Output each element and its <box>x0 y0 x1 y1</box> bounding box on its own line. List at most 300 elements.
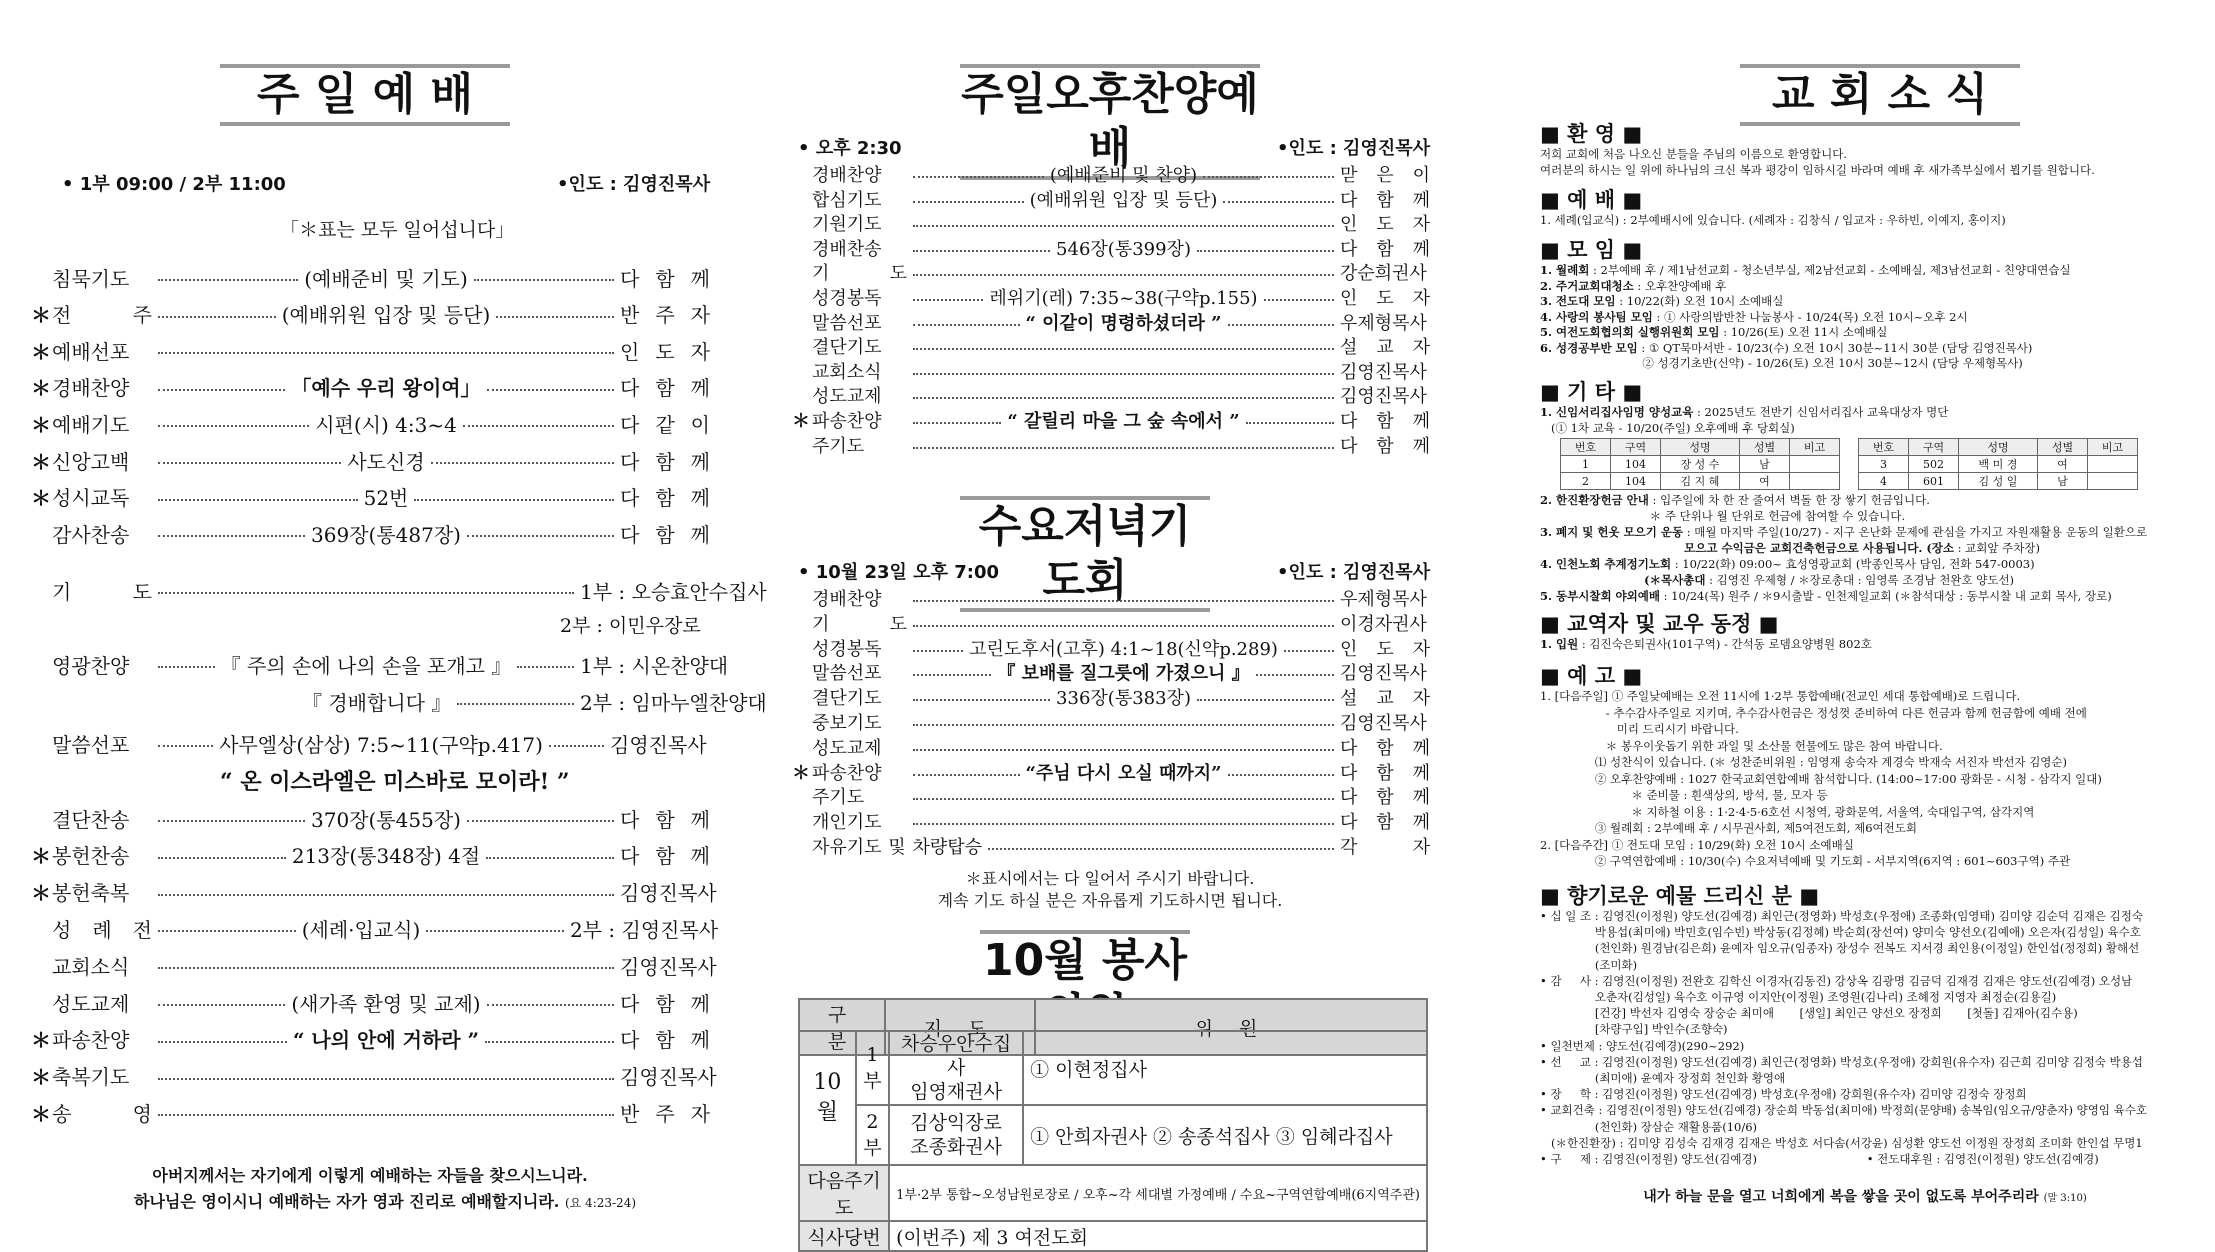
order-label: 주기도 <box>812 787 865 809</box>
order-middle: 『 주의 손에 나의 손을 포개고 』 <box>220 653 512 678</box>
wednesday-prayer-title: 수요저녁기도회 <box>960 496 1210 612</box>
leader-dots <box>463 425 614 427</box>
order-person: 다 함 께 <box>1340 812 1430 834</box>
leader-dots <box>913 724 1334 726</box>
leader-dots <box>158 499 358 501</box>
worship-time: • 1부 09:00 / 2부 11:00 <box>62 174 286 195</box>
leader-dots <box>158 279 298 281</box>
news-line: 1. 신임서리집사임명 양성교육 : 2025년도 전반기 신임서리집사 교육대상자 명단 <box>1540 405 1949 419</box>
news-line: ⑴ 성찬식이 있습니다. (＊ 성찬준비위원 : 임영재 송숙자 계경숙 박재숙 서진자 박선자 김영순) <box>1540 755 2068 769</box>
order-middle: 고린도후서(고후) 4:1~18(신약p.289) <box>969 638 1278 660</box>
order-middle: 369장(통487장) <box>311 522 461 547</box>
order-person: 다 같 이 <box>620 412 710 437</box>
order-item <box>790 162 1430 186</box>
leader-dots <box>158 1114 614 1116</box>
leader-dots <box>1264 299 1334 301</box>
news-line: (＊한진환장) : 김미양 김성숙 김재경 김재은 박성호 서다솜(서강윤) 심성환 양도선 이정원 장정희 조미화 한인섭 무명1 <box>1540 1135 2143 1150</box>
stand-mark: ＊ <box>31 486 51 511</box>
order-item <box>790 260 1430 284</box>
news-line: 2. [다음주간] ① 전도대 모임 : 10/29(화) 오전 10시 소예배실 <box>1540 837 1854 852</box>
leader-dots <box>913 274 1334 276</box>
news-line: • 감 사 : 김영진(이정원) 전완호 김학신 이경자(김동진) 강상옥 김광명 김금덕 김재경 김재은 양도선(김예경) 오성남 <box>1540 973 2133 988</box>
part-cell: 2부 <box>856 1105 889 1165</box>
mini-header: 번호 <box>1859 439 1909 456</box>
closing-text: 내가 하늘 문을 열고 너희에게 복을 쌓을 곳이 없도록 부어주리라 <box>1643 1189 2039 1205</box>
leader-dots <box>158 389 285 391</box>
leader-dots <box>457 703 574 705</box>
news-line: 오춘자(김성일) 육수호 이규영 이지안(이정원) 조영원(김나리) 조혜정 지영자 최정순(김용길) <box>1540 990 2057 1004</box>
order-label: 경배찬양 <box>812 589 882 610</box>
order-person: 다 함 께 <box>620 991 710 1016</box>
order-middle: “ 이같이 명령하셨더라 ” <box>1025 312 1222 334</box>
order-item <box>30 445 710 475</box>
mini-cell: 여 <box>1740 473 1790 490</box>
order-item <box>30 913 719 943</box>
news-line: 4. 인천노회 추계정기노회 : 10/22(화) 09:00~ 효성영광교회 (박종인목사 담임, 전화 547-0003) <box>1540 557 2035 571</box>
volunteers-body <box>798 1030 1428 1249</box>
order-person: 다 함 께 <box>1340 238 1431 260</box>
volunteers-rows <box>798 1030 1428 1252</box>
leader-dots <box>1284 650 1334 652</box>
order-label: 주기도 <box>812 435 865 457</box>
mini-cell <box>2087 456 2137 473</box>
news-line: 미리 드리시기 바랍니다. <box>1540 722 1739 736</box>
leader-dots <box>158 592 574 594</box>
leader-dots <box>467 820 614 822</box>
volunteers-title: 10월 봉사 <box>980 930 1190 1046</box>
afternoon-worship-title: 주일오후찬양예배 <box>960 64 1260 180</box>
order-item <box>790 408 1430 432</box>
leader-dots <box>158 352 614 354</box>
leader-dots <box>158 1041 287 1043</box>
order-person: 다 함 께 <box>1340 189 1431 211</box>
order-item <box>790 660 1430 684</box>
order-person: 김영진목사 <box>610 732 707 757</box>
leader-dots <box>158 1078 614 1080</box>
news-line: 5. 동부시찰회 야외예배 : 10/24(목) 원주 / ＊9시출발 - 인천제일교회 (＊참석대상 : 동부시찰 내 교회 목사, 장로) <box>1540 589 2112 603</box>
order-middle: 『 보배를 질그릇에 가졌으니 』 <box>997 663 1250 685</box>
stand-note-2: ＊표시에서는 다 일어서 주시기 바랍니다. <box>965 869 1255 888</box>
order-label: 성경봉독 <box>812 638 882 660</box>
leader-dots <box>486 857 614 859</box>
order-person: 김영진목사 <box>620 881 717 906</box>
order-person: 다 함 께 <box>620 522 711 547</box>
news-line: 저희 교회에 처음 나오신 분들을 주님의 이름으로 환영합니다. <box>1540 147 1847 161</box>
order-item <box>790 685 1430 709</box>
order-person: 다 함 께 <box>1340 435 1430 457</box>
order-label: 성시교독 <box>52 486 130 511</box>
order-middle: 『 경배합니다 』 <box>302 690 452 715</box>
offering-heading: ■ 향기로운 예물 드리신 분 ■ <box>1540 884 1820 908</box>
leader-dots <box>426 930 564 932</box>
news-line: (천인화) 장삼순 재활용품(10/6) <box>1540 1119 1758 1134</box>
order-item <box>790 285 1430 309</box>
news-line: 3. 폐지 및 헌옷 모으기 운동 : 매월 마지막 주일(10/27) - 지구 온난화 문제에 관심을 가지고 자원재활용 운동의 일환으로 <box>1540 525 2148 539</box>
leader-dots <box>1228 324 1335 326</box>
stand-mark: ＊ <box>31 1101 51 1126</box>
order-item-prayer <box>30 575 767 605</box>
stand-note: 「＊표는 모두 일어섭니다」 <box>280 219 515 241</box>
order-item <box>790 236 1430 260</box>
order-item <box>790 586 1430 610</box>
leader-dots <box>474 279 614 281</box>
order-item <box>790 187 1430 211</box>
order-middle: 레위기(레) 7:35~38(구약p.155) <box>989 288 1258 309</box>
mini-header: 성명 <box>1958 439 2037 456</box>
order-label: 신앙고백 <box>52 449 130 474</box>
news-line: 1. [다음주일] ① 주일낮예배는 오전 11시에 1·2부 통합예배(전교인 세대 통합예배)로 드립니다. <box>1540 689 2021 703</box>
order-label: 성 례 전 <box>52 917 152 942</box>
sunday-worship-column <box>30 0 767 1240</box>
leader-dots <box>1246 422 1334 424</box>
order-item-sermon <box>30 728 710 758</box>
leader-dots <box>913 225 1334 227</box>
order-label: 기 도 <box>812 263 907 285</box>
order-label: 봉헌찬송 <box>52 844 130 869</box>
news-line: ＊ 봉우이웃돕기 위한 과일 및 소산물 헌물에도 많은 참여 바랍니다. <box>1540 738 1943 753</box>
mini-cell: 김 성 일 <box>1958 473 2037 490</box>
order-middle: (예배준비 및 기도) <box>304 266 468 291</box>
mini-cell <box>1789 473 1839 490</box>
verse-line-2 <box>60 1189 710 1212</box>
order-item <box>790 784 1430 808</box>
order-middle: 사도신경 <box>347 449 425 474</box>
leader-dots <box>158 930 296 932</box>
mini-header: 비고 <box>2087 439 2137 456</box>
wednesday-leader: •인도 : 김영진목사 <box>1277 562 1430 583</box>
mini-cell: 김 지 혜 <box>1660 473 1739 490</box>
order-label: 축복기도 <box>52 1065 130 1090</box>
leader-dots <box>913 348 1334 350</box>
news-line: - 추수감사주일로 지키며, 추수감사헌금은 정성껏 준비하여 다른 헌금과 함께 헌금함에 예배 전에 <box>1540 705 2087 720</box>
order-person: 다 함 께 <box>620 376 711 401</box>
church-news-title: 교 회 소 식 <box>1740 64 2020 126</box>
order-item <box>30 1024 710 1054</box>
col-header: 구 분 <box>799 999 885 1055</box>
verse-text: 하나님은 영이시니 예배하는 자가 영과 진리로 예배할지니라. <box>133 1192 560 1211</box>
order-label: 경배찬송 <box>812 238 882 260</box>
order-label: 합심기도 <box>812 189 882 211</box>
leader-dots <box>158 535 305 537</box>
order-label: 기원기도 <box>812 214 882 236</box>
order-item <box>790 383 1430 407</box>
order-middle: (예배준비 및 찬양) <box>1049 165 1198 186</box>
news-line: ＊ 지하철 이용 : 1·2·4·5·6호선 시청역, 광화문역, 서울역, 숙대입구역, 삼각지역 <box>1540 804 2035 819</box>
news-line: (천인화) 원경남(김은희) 윤예자 임오규(임종자) 장성수 전복도 지서경 최인용(이정일) 한인섭(정정희) 황해선 <box>1540 941 2140 956</box>
leader-dots <box>1256 674 1334 676</box>
order-person: 다 함 께 <box>620 1028 711 1053</box>
stand-mark: ＊ <box>792 762 810 784</box>
order-middle: 546장(통399장) <box>1056 238 1191 260</box>
col-header: 지 도 <box>885 999 1035 1055</box>
members-cell: ① 이현정집사 <box>1023 1031 1427 1105</box>
mini-cell: 3 <box>1859 456 1909 473</box>
order-item <box>30 840 710 870</box>
order-person: 2부 : 김영진목사 <box>570 917 719 942</box>
leader-dots <box>913 250 1050 252</box>
order-item <box>790 211 1430 235</box>
part-cell: 1부 <box>856 1031 889 1105</box>
leader-dots <box>431 462 614 464</box>
order-label: 송 영 <box>52 1101 152 1126</box>
worship-leader: •인도 : 김영진목사 <box>557 174 710 195</box>
order-item <box>790 834 1430 858</box>
order-item <box>30 262 710 292</box>
order-item <box>30 877 717 907</box>
order-middle: 「예수 우리 왕이여」 <box>291 376 481 401</box>
closing-verse <box>1540 1186 2190 1206</box>
leader-dots <box>1197 250 1334 252</box>
news-line: ③ 월례회 : 2부예배 후 / 시무권사회, 제5여전도회, 제6여전도회 <box>1540 821 1917 835</box>
order-middle: 213장(통348장) 4절 <box>291 844 481 869</box>
sunday-worship-title: 주 일 예 배 <box>220 64 510 126</box>
mini-cell: 4 <box>1859 473 1909 490</box>
leader-dots <box>158 967 614 969</box>
news-line: (＊목사총대 : 김영진 우제형 / ＊장로총대 : 임영록 조경남 천완호 양도선) <box>1540 573 2015 587</box>
leader-dots <box>158 425 309 427</box>
news-line: 3. 전도대 모임 : 10/22(화) 오전 10시 소예배실 <box>1540 294 1784 308</box>
order-item <box>790 359 1430 383</box>
stand-mark: ＊ <box>792 411 810 432</box>
leader-dots <box>158 666 215 668</box>
order-item <box>790 433 1430 457</box>
order-item <box>790 809 1430 833</box>
mini-cell: 백 미 경 <box>1958 456 2037 473</box>
order-person: 인 도 자 <box>620 339 710 364</box>
leader-dots <box>158 462 341 464</box>
order-label: 파송찬양 <box>812 411 882 432</box>
leader-dots <box>487 389 614 391</box>
order-person: 강순희권사 <box>1340 263 1427 285</box>
order-label: 예배선포 <box>52 339 130 364</box>
leader-dots <box>414 499 614 501</box>
lead-cell <box>889 1105 1023 1165</box>
news-line: ② 성경기초반(신약) - 10/26(토) 오전 10시 30분~12시 (담당 우제형목사) <box>1540 356 2023 370</box>
order-person: 김영진목사 <box>620 1065 717 1090</box>
order-label: 교회소식 <box>812 361 882 383</box>
leader-dots <box>913 447 1334 449</box>
mini-header: 번호 <box>1561 439 1611 456</box>
order-middle: 336장(통383장) <box>1056 688 1191 710</box>
mini-cell: 2 <box>1561 473 1611 490</box>
order-person: 김영진목사 <box>1340 361 1427 383</box>
order-item <box>790 735 1430 759</box>
staff-news-heading: ■ 교역자 및 교우 동정 ■ <box>1540 612 1779 636</box>
order-item <box>30 987 710 1017</box>
leader-dots <box>913 422 1001 424</box>
leader-dots <box>158 745 213 747</box>
order-middle: “주님 다시 오실 때까지” <box>1025 762 1222 784</box>
prayer-note: 계속 기도 하실 분은 자유롭게 기도하시면 됩니다. <box>937 891 1283 910</box>
mini-cell <box>1789 456 1839 473</box>
worship-heading: ■ 예 배 ■ <box>1540 188 1643 212</box>
news-line: • 구 제 : 김영진(이정원) 양도선(김예경) • 전도대후원 : 김영진(이정원) 양도선(김예경) <box>1540 1152 2099 1166</box>
order-label: 말씀선포 <box>812 663 882 685</box>
prayer-2nd: 2부 : 이민우장로 <box>560 615 701 637</box>
leader-dots <box>158 894 614 896</box>
order-person: 인 도 자 <box>1340 638 1431 660</box>
order-item <box>30 372 710 402</box>
lead-cell <box>889 1031 1023 1105</box>
mini-header: 구역 <box>1610 439 1660 456</box>
order-item <box>30 335 710 365</box>
next-prayer-label: 다음주기도 <box>799 1165 889 1221</box>
leader-dots <box>1197 699 1334 701</box>
order-label: 기 도 <box>52 579 152 604</box>
news-line: 2. 주거교회대청소 : 오후찬양예배 후 <box>1540 278 1727 293</box>
leader-dots <box>913 625 1334 627</box>
news-line: ② 구역연합예배 : 10/30(수) 수요저녁예배 및 기도회 - 서부지역(6지역 : 601~603구역) 주관 <box>1540 854 2071 868</box>
lead-name: 조종화권사 <box>910 1136 1002 1158</box>
order-item <box>30 950 717 980</box>
leader-dots <box>517 666 574 668</box>
leader-dots <box>913 798 1334 800</box>
order-person: 2부 : 임마누엘찬양대 <box>580 690 767 715</box>
preview-heading: ■ 예 고 ■ <box>1540 664 1643 688</box>
order-label: 예배기도 <box>52 412 130 437</box>
order-person: 다 함 께 <box>1340 762 1430 784</box>
order-label: 말씀선포 <box>52 732 130 757</box>
closing-ref: (말 3:10) <box>2043 1193 2087 1204</box>
leader-dots <box>158 820 305 822</box>
order-label: 경배찬양 <box>52 376 130 401</box>
stand-mark: ＊ <box>31 339 51 364</box>
order-item <box>30 518 710 548</box>
leader-dots <box>496 316 614 318</box>
leader-dots <box>485 1041 614 1043</box>
order-item <box>790 760 1430 784</box>
order-label: 파송찬양 <box>52 1028 130 1053</box>
news-line: 4. 사랑의 봉사팀 모임 : ① 사랑의밥반찬 나눔봉사 - 10/24(목) 오전 10시~오후 2시 <box>1540 309 1968 324</box>
col-header: 위 원 <box>1035 999 1427 1055</box>
order-person: 반 주 자 <box>620 1101 710 1126</box>
order-person: 각 자 <box>1340 837 1430 858</box>
lead-name: 차승우안수집사 <box>901 1033 1012 1079</box>
order-person: 김영진목사 <box>1340 663 1427 685</box>
news-line: 1. 월례회 : 2부예배 후 / 제1남선교회 - 청소년부실, 제2남선교회 - 소예배실, 제3남선교회 - 친양대연습실 <box>1540 263 2071 277</box>
mini-cell: 502 <box>1908 456 1958 473</box>
leader-dots <box>913 201 1024 203</box>
order-label: 파송찬양 <box>812 762 882 784</box>
order-item <box>790 334 1430 358</box>
meal-value: (이번주) 제 3 여전도회 <box>889 1221 1427 1251</box>
afternoon-leader: •인도 : 김영진목사 <box>1277 138 1430 159</box>
mini-cell: 남 <box>1740 456 1790 473</box>
order-label: 결단기도 <box>812 337 882 359</box>
leader-dots <box>487 1004 614 1006</box>
leader-dots <box>158 857 286 859</box>
order-item-glory <box>30 649 729 679</box>
order-middle: (예배위원 입장 및 등단) <box>1029 189 1218 211</box>
order-person: 우제형목사 <box>1340 312 1427 334</box>
order-label: 영광찬양 <box>52 653 130 678</box>
mini-cell <box>2087 473 2137 490</box>
stand-mark: ＊ <box>31 1028 51 1053</box>
church-news-column <box>1540 0 2190 1240</box>
leader-dots <box>988 848 1334 850</box>
order-label: 침묵기도 <box>52 266 130 291</box>
month-cell: 10월 <box>799 1031 856 1165</box>
stand-mark: ＊ <box>31 412 51 437</box>
order-label: 경배찬양 <box>812 165 882 186</box>
order-label: 성도교제 <box>812 737 882 759</box>
order-item <box>30 482 710 512</box>
leader-dots <box>913 299 983 301</box>
order-label: 성경봉독 <box>812 288 882 309</box>
order-item <box>30 299 710 329</box>
leader-dots <box>913 699 1050 701</box>
leader-dots <box>549 745 604 747</box>
order-label: 개인기도 <box>812 812 882 834</box>
trainee-table-right <box>1858 438 2138 490</box>
order-person: 우제형목사 <box>1340 589 1427 610</box>
mini-header: 성별 <box>2038 439 2088 456</box>
order-person: 다 함 께 <box>620 807 711 832</box>
afternoon-time: • 오후 2:30 <box>798 138 902 159</box>
wednesday-time: • 10월 23일 오후 7:00 <box>798 562 999 583</box>
order-person: 다 함 께 <box>1340 411 1430 432</box>
news-line: 5. 여전도회협의회 실행위원회 모임 : 10/26(토) 오전 11시 소예배실 <box>1540 325 1888 339</box>
stand-mark: ＊ <box>31 449 51 474</box>
leader-dots <box>913 324 1020 326</box>
etc-heading: ■ 기 타 ■ <box>1540 380 1643 404</box>
news-line: 1. 입원 : 김진숙은퇴권사(101구역) - 간석동 로뎀요양병원 802호 <box>1540 637 1872 651</box>
leader-dots <box>913 774 1020 776</box>
mini-cell: 601 <box>1908 473 1958 490</box>
news-line: • 장 학 : 김영진(이정원) 양도선(김예경) 박성호(우정애) 강희원(유수자) 김미양 김정숙 장정희 <box>1540 1087 2027 1102</box>
afternoon-worship-column <box>790 0 1431 1249</box>
leader-dots <box>158 316 276 318</box>
mini-cell: 1 <box>1561 456 1611 473</box>
order-person: 다 함 께 <box>620 486 710 511</box>
meeting-heading: ■ 모 임 ■ <box>1540 238 1643 262</box>
leader-dots <box>913 823 1334 825</box>
news-line: ＊ 주 단위나 월 단위로 헌금에 참여할 수 있습니다. <box>1540 509 1906 523</box>
order-person: 김영진목사 <box>1340 386 1427 408</box>
order-person: 다 함 께 <box>620 844 711 869</box>
order-label: 자유기도 및 차량탑승 <box>812 837 982 858</box>
order-label: 말씀선포 <box>812 312 882 334</box>
verse-ref: (요 4:23-24) <box>564 1196 637 1210</box>
order-item <box>790 611 1430 635</box>
mini-cell: 장 성 수 <box>1660 456 1739 473</box>
trainee-table-left <box>1560 438 1840 490</box>
members-cell: ① 안희자권사 ② 송종석집사 ③ 임혜라집사 <box>1023 1105 1427 1165</box>
order-item <box>30 408 710 438</box>
leader-dots <box>1223 201 1334 203</box>
order-item <box>790 310 1430 334</box>
meal-label: 식사당번 <box>799 1221 889 1251</box>
leader-dots <box>913 373 1334 375</box>
order-person: 설 교 자 <box>1340 337 1430 359</box>
order-item <box>790 636 1430 660</box>
next-prayer-value: 1부·2부 통합~오성남원로장로 / 오후~각 세대별 가정예배 / 수요~구역연합예배(6지역주관) <box>889 1165 1427 1221</box>
news-line: ② 오후찬양예배 : 1027 한국교회연합예배 참석합니다. (14:00~17:00 광화문 - 시청 - 삼각지 일대) <box>1540 771 2102 786</box>
order-label: 결단찬송 <box>52 807 130 832</box>
stand-mark: ＊ <box>31 303 51 328</box>
leader-dots <box>1203 176 1334 178</box>
news-line: 박용섭(최미애) 박민호(임수빈) 박상동(김정혜) 박순희(장선여) 양미숙 양선오(김예애) 오은자(김성일) 육수호 <box>1540 925 2141 940</box>
order-middle: 시편(시) 4:3~4 <box>315 412 457 437</box>
order-item <box>790 710 1430 734</box>
order-person: 인 도 자 <box>1340 288 1430 309</box>
order-middle: 370장(통455장) <box>311 807 461 832</box>
order-label: 감사찬송 <box>52 522 130 547</box>
order-item-glory-2 <box>302 686 767 716</box>
leader-dots <box>913 749 1334 751</box>
order-label: 성도교제 <box>812 386 882 408</box>
mini-cell: 104 <box>1610 456 1660 473</box>
